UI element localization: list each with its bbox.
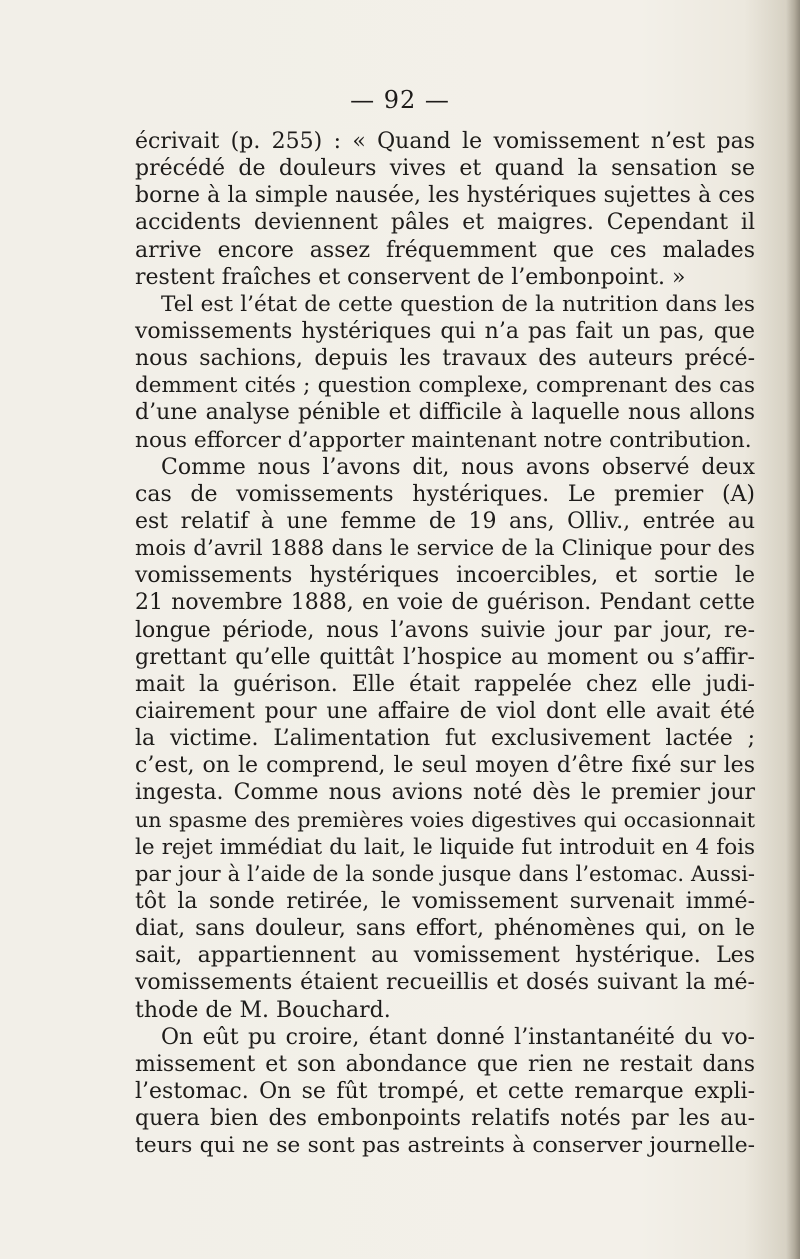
text-line: On eût pu croire, étant donné l’instantanéité du vo- — [161, 1024, 755, 1050]
text-line: arrive encore assez fréquemment que ces malades — [135, 237, 755, 263]
text-line: écrivait (p. 255) : « Quand le vomissement n’est pas — [135, 129, 755, 154]
text-line: tôt la sonde retirée, le vomissement survenait immé- — [135, 888, 755, 914]
page-number: — 92 — — [350, 86, 450, 114]
text-line: la victime. L’alimentation fut exclusivement lactée ; — [135, 726, 755, 752]
text-line: grettant qu’elle quittât l’hospice au moment ou s’affir- — [135, 644, 755, 670]
text-line: ciairement pour une affaire de viol dont elle avait été — [135, 698, 755, 724]
text-line: est relatif à une femme de 19 ans, Olliv., entrée au — [135, 508, 755, 534]
text-line: thode de M. Bouchard. — [135, 997, 391, 1023]
text-line: demment cités ; question complexe, comprenant des cas — [135, 373, 755, 399]
text-line: longue période, nous l’avons suivie jour par jour, re- — [135, 617, 755, 643]
text-line: Tel est l’état de cette question de la nutrition dans les — [161, 291, 755, 317]
text-line: Comme nous l’avons dit, nous avons observé deux — [161, 454, 755, 480]
text-line: mait la guérison. Elle était rappelée chez elle judi- — [135, 671, 755, 697]
text-line: accidents deviennent pâles et maigres. Cependant il — [135, 210, 755, 236]
text-line: un spasme des premières voies digestives qui occasionnait — [135, 807, 755, 832]
text-line: ingesta. Comme nous avions noté dès le premier jour — [135, 780, 755, 806]
text-line: nous sachions, depuis les travaux des auteurs précé- — [135, 346, 755, 372]
text-line: précédé de douleurs vives et quand la sensation se — [135, 156, 755, 182]
text-line: diat, sans douleur, sans effort, phénomènes qui, on le — [135, 916, 755, 942]
text-line: c’est, on le comprend, le seul moyen d’être fixé sur les — [135, 753, 755, 779]
text-line: 21 novembre 1888, en voie de guérison. Pendant cette — [135, 590, 755, 616]
text-line: vomissements étaient recueillis et dosés suivant la mé- — [135, 970, 755, 996]
text-line: nous efforcer d’apporter maintenant notre contribution. — [135, 427, 752, 453]
page-edge-shadow — [786, 0, 800, 1259]
text-line: restent fraîches et conservent de l’embonpoint. » — [135, 264, 686, 290]
text-line: teurs qui ne se sont pas astreints à conserver journelle- — [135, 1133, 755, 1159]
text-line: mois d’avril 1888 dans le service de la Clinique pour des — [135, 536, 755, 562]
text-line: missement et son abondance que rien ne restait dans — [135, 1051, 755, 1077]
text-line: cas de vomissements hystériques. Le premier (A) — [135, 481, 755, 507]
text-line: vomissements hystériques incoercibles, et sortie le — [135, 563, 755, 589]
text-line: d’une analyse pénible et difficile à laquelle nous allons — [135, 400, 755, 426]
text-line: vomissements hystériques qui n’a pas fait un pas, que — [135, 318, 755, 344]
text-line: quera bien des embonpoints relatifs notés par les au- — [135, 1106, 755, 1132]
body-text — [135, 128, 755, 1159]
text-line: par jour à l’aide de la sonde jusque dans l’estomac. Aussi- — [135, 861, 755, 886]
text-line: le rejet immédiat du lait, le liquide fut introduit en 4 fois — [135, 834, 755, 860]
text-line: sait, appartiennent au vomissement hystérique. Les — [135, 943, 755, 969]
text-line: borne à la simple nausée, les hystériques sujettes à ces — [135, 183, 755, 209]
text-line: l’estomac. On se fût trompé, et cette remarque expli- — [135, 1078, 755, 1104]
